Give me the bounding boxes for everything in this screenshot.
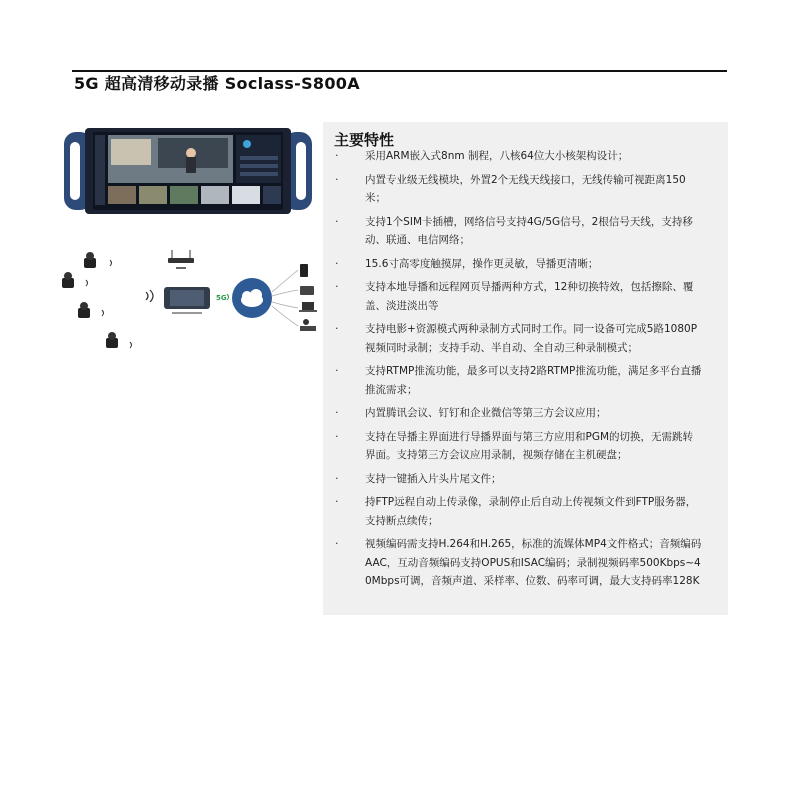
ptz-camera-icon [78, 302, 104, 318]
user-pc-icon [300, 319, 316, 331]
feature-list [323, 147, 728, 596]
feature-text: 持FTP远程自动上传录像，录制停止后自动上传视频文件到FTP服务器，支持断点续传； [365, 496, 697, 527]
feature-text: 内置专业级无线模块，外置2个无线天线接口，无线传输可视距离150米； [365, 173, 686, 204]
feature-text: 支持电影+资源模式两种录制方式同时工作。同一设备可完成5路1080P视频同时录制；支持手动、半自动、全自动三种录制模式； [365, 323, 698, 354]
tablet-icon [300, 286, 314, 295]
feature-item [323, 147, 728, 166]
thumbnail [170, 186, 198, 204]
wifi-icon [146, 290, 153, 302]
ptz-camera-icon [106, 332, 132, 348]
connection-diagram [50, 240, 330, 370]
feature-item [323, 404, 728, 423]
thumbnail [232, 186, 260, 204]
bullet-icon: · [335, 471, 339, 485]
feature-text: 支持在导播主界面进行导播界面与第三方应用和PGM的切换，无需跳转界面。支持第三方会议应用录制，视频存储在主机硬盘； [365, 430, 694, 461]
page-title: 5G 超高清移动录播 Soclass-S800A [74, 74, 360, 93]
bullet-icon: · [335, 214, 339, 228]
bullet-icon: · [335, 256, 339, 270]
feature-item [323, 362, 728, 399]
ptz-camera-icon [84, 252, 112, 268]
bullet-icon: · [335, 280, 339, 293]
feature-text: 内置腾讯会议、钉钉和企业微信等第三方会议应用； [365, 407, 607, 419]
thumbnail [108, 186, 136, 204]
wireless-router-icon [168, 250, 194, 269]
feature-text: 支持RTMP推流功能，最多可以支持2路RTMP推流功能，满足多平台直播推流需求； [365, 365, 702, 396]
bullet-icon: · [335, 495, 339, 508]
feature-item [323, 278, 728, 315]
device-image [63, 126, 313, 216]
bullet-icon: · [335, 172, 339, 186]
feature-item [323, 535, 728, 591]
feature-text: 支持1个SIM卡插槽，网络信号支持4G/5G信号，2根信号天线，支持移动、联通、电信网络； [365, 215, 693, 246]
feature-item [323, 213, 728, 250]
feature-item [323, 470, 728, 489]
feature-item [323, 493, 728, 530]
features-heading: 主要特性 [334, 131, 395, 149]
laptop-icon [299, 302, 317, 312]
feature-item [323, 320, 728, 357]
bullet-icon: · [335, 406, 339, 419]
feature-text: 支持本地导播和远程网页导播两种方式，12种切换特效，包括擦除、覆盖、淡进淡出等 [365, 281, 694, 312]
thumbnail [201, 186, 229, 204]
cloud-server-icon [232, 278, 272, 318]
feature-item [323, 255, 728, 274]
phone-icon [300, 264, 308, 277]
ptz-camera-icon [62, 272, 88, 288]
bullet-icon: · [335, 322, 339, 335]
features-panel [323, 122, 728, 615]
feature-item [323, 171, 728, 208]
feature-text: 采用ARM嵌入式8nm 制程，八核64位大小核架构设计； [365, 150, 629, 162]
feature-item [323, 428, 728, 465]
bullet-icon: · [335, 364, 339, 377]
recorder-device-icon [164, 287, 210, 314]
bullet-icon: · [335, 429, 339, 443]
bullet-icon: · [335, 537, 339, 550]
bullet-icon: · [335, 149, 339, 162]
feature-text: 视频编码需支持H.264和H.265，标准的流媒体MP4文件格式；音频编码AAC，互动音频编码支持OPUS和ISAC编码；录制视频码率500Kbps~40Mbps可调，音频声道、采样率、位数、码率可调，最大支持码率128K [365, 538, 702, 587]
feature-text: 支持一键插入片头片尾文件； [365, 472, 502, 485]
feature-text: 15.6寸高零度触摸屏，操作更灵敏，导播更清晰； [365, 257, 599, 270]
network-label: 5G [216, 294, 227, 302]
thumbnail [139, 186, 167, 204]
